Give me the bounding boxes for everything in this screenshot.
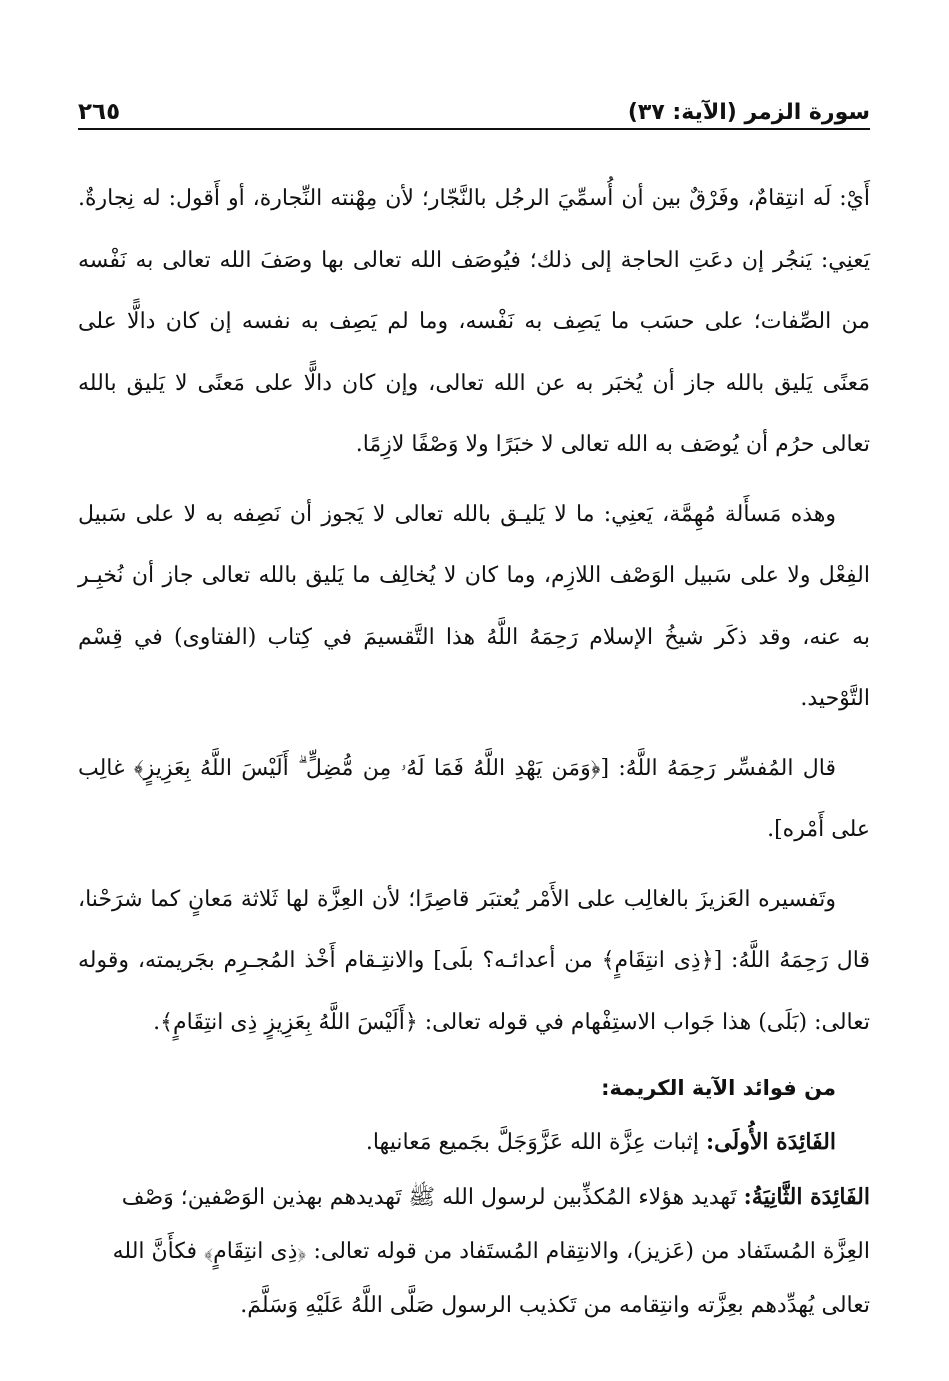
benefit-second bbox=[78, 1170, 870, 1333]
page-header bbox=[78, 88, 870, 130]
paragraph-intiqam-meaning: أَيْ: لَه انتِقامٌ، وفَرْقٌ بين أن أُسمِّيَ الرجُل بالنَّجّار؛ لأن مِهْنته النِّجارة، أو أَقول: له نِجارةٌ. يَعنِي: يَنجُر إن دعَتِ الحاجة إلى ذلك؛ فيُوصَف الله تعالى بها وصَفَ الله تعالى به نَفْسه من الصِّفات؛ على حسَب ما يَصِف به نَفْسه، وما لم يَصِف به نفسه إن كان دالًّا على مَعنًى يَليق بالله جاز أن يُخبَر به عن الله تعالى، وإن كان دالًّا على مَعنًى لا يَليق بالله تعالى حرُم أن يُوصَف به الله تعالى لا خبَرًا ولا وَصْفًا لازِمًا. bbox=[78, 186, 870, 457]
paragraph-mufassir-quote: قال المُفسِّر رَحِمَهُ اللَّهُ: [﴿وَمَن يَهْدِ اللَّهُ فَمَا لَهُۥ مِن مُّضِلٍّ ۗ أَلَيْسَ اللَّهُ بِعَزِيزٍ﴾ غالِب على أَمْره]. bbox=[78, 755, 870, 842]
benefits-heading: من فوائد الآية الكريمة: bbox=[601, 1076, 836, 1100]
commentary-body bbox=[78, 168, 870, 1053]
benefit-second-text: تَهديد هؤلاء المُكذِّبين لرسول الله ﷺ تَهديدهم بهذين الوَصْفين؛ وَصْف العِزَّة المُستَفاد من (عَزيز)، والانتِقام المُستَفاد من قوله تعالى: ﴿ذِى انتِقَامٍ﴾ فكأَنَّ الله تعالى يُهدِّدهم بعِزَّته وانتِقامه من تَكذيب الرسول صَلَّى اللَّهُ عَلَيْهِ وَسَلَّمَ. bbox=[112, 1185, 870, 1318]
benefit-second-label: الفَائِدَة الثَّانِيَةُ: bbox=[743, 1184, 870, 1210]
page-number: ٢٦٥ bbox=[78, 99, 121, 125]
benefit-first-label: الفَائِدَة الأُولَى: bbox=[706, 1129, 836, 1155]
benefit-first bbox=[78, 1115, 836, 1170]
benefit-first-text: إثبات عِزَّة الله عَزَّوَجَلَّ بجَميع مَعانيها. bbox=[365, 1130, 707, 1155]
paragraph-aziz-explanation: وتَفسيره العَزيزَ بالغالِب على الأَمْر يُعتبَر قاصِرًا؛ لأن العِزَّة لها ثَلاثة مَعانٍ كما شرَحْنا، قال رَحِمَهُ اللَّهُ: [﴿ذِى انتِقَامٍ﴾ من أعدائـه؟ بلَى] والانتِـقام أَخْذ المُجـرِم بجَريمته، وقوله تعالى: (بَلَى) هذا جَواب الاستِفْهام في قوله تعالى: ﴿أَلَيْسَ اللَّهُ بِعَزِيزٍ ذِى انتِقَامٍ﴾. bbox=[78, 886, 870, 1035]
surah-header-title: سورة الزمر (الآية: ٣٧) bbox=[627, 100, 870, 125]
book-page bbox=[78, 88, 870, 1318]
paragraph-important-issue: وهذه مَسأَلة مُهِمَّة، يَعنِي: ما لا يَليـق بالله تعالى لا يَجوز أن نَصِفه به لا على سَبيل الفِعْل ولا على سَبيل الوَصْف اللازِم، وما كان لا يُخالِف ما يَليق بالله تعالى جاز أن نُخبِـر به عنه، وقد ذكَر شيخُ الإسلام رَحِمَهُ اللَّهُ هذا التَّقسيمَ في كِتاب (الفتاوى) في قِسْم التَّوْحيد. bbox=[78, 501, 871, 711]
